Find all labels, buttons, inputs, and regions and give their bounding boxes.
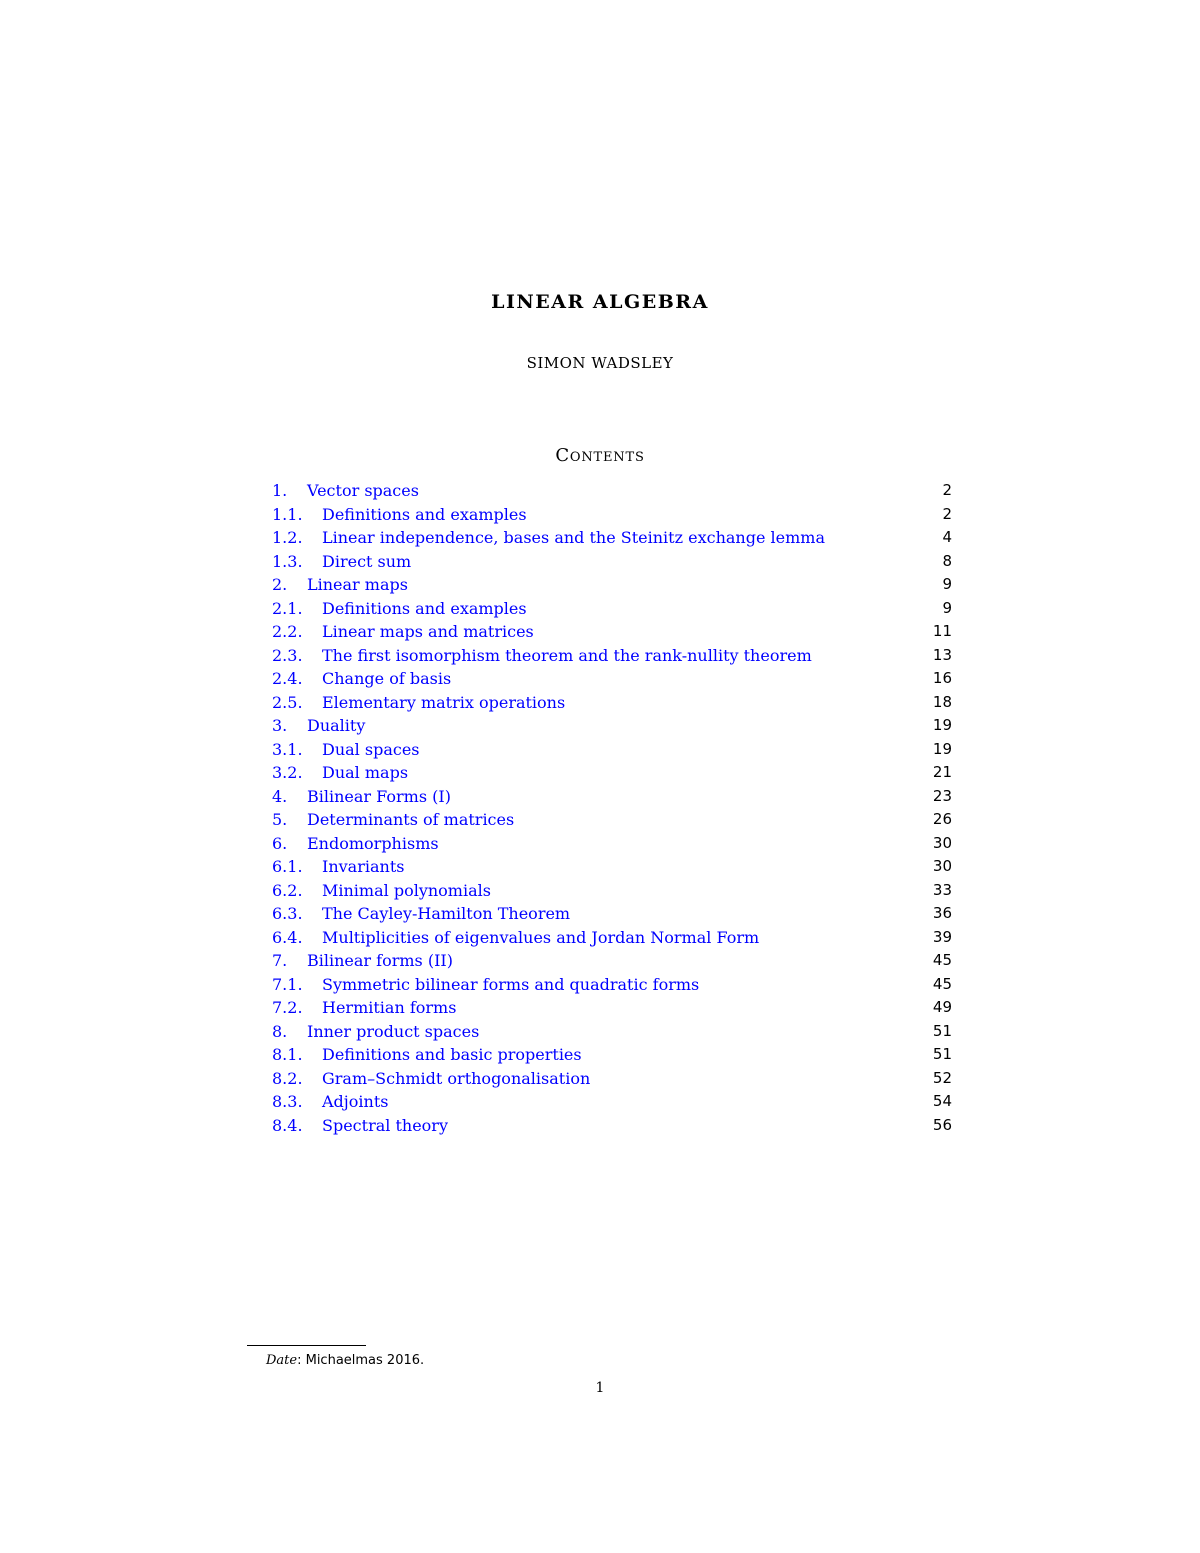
toc-entry-number[interactable]: 1.2. xyxy=(272,528,303,547)
toc-entry-number[interactable]: 1.3. xyxy=(272,551,303,571)
toc-entry[interactable] xyxy=(272,550,952,574)
toc-entry-link[interactable]: Definitions and examples xyxy=(322,504,527,524)
toc-entry-link[interactable]: Invariants xyxy=(322,857,405,876)
toc-entry-page: 51 xyxy=(932,1045,952,1063)
footnote xyxy=(266,1353,424,1368)
toc-entry-link[interactable]: Hermitian forms xyxy=(322,998,457,1017)
toc-entry-link[interactable]: Dual maps xyxy=(322,763,409,782)
toc-entry-number[interactable]: 6.3. xyxy=(272,904,303,923)
toc-entry[interactable] xyxy=(272,644,952,668)
toc-entry[interactable] xyxy=(272,714,952,738)
toc-entry-link[interactable]: Duality xyxy=(307,716,366,735)
toc-entry[interactable] xyxy=(272,996,952,1020)
toc-entry-link[interactable]: Inner product spaces xyxy=(307,1021,480,1041)
toc-entry-page: 30 xyxy=(932,857,952,875)
toc-entry-page: 54 xyxy=(932,1092,952,1110)
toc-entry-link[interactable]: Linear independence, bases and the Steinitz exchange lemma xyxy=(322,528,825,547)
toc-entry-link[interactable]: Determinants of matrices xyxy=(307,810,515,829)
page-number: 1 xyxy=(595,1380,605,1396)
toc-entry-number[interactable]: 6.4. xyxy=(272,927,303,947)
toc-entry-page: 2 xyxy=(942,504,952,523)
toc-entry-number[interactable]: 6. xyxy=(272,833,288,853)
toc-entry-number[interactable]: 6.1. xyxy=(272,857,303,876)
toc-entry-page: 11 xyxy=(932,622,952,640)
toc-entry-page: 13 xyxy=(932,645,952,664)
toc-entry-link[interactable]: Bilinear Forms (I) xyxy=(307,786,451,806)
toc-entry[interactable] xyxy=(272,1114,952,1138)
toc-entry-number[interactable]: 8.3. xyxy=(272,1092,303,1111)
toc-entry-number[interactable]: 6.2. xyxy=(272,880,303,900)
footnote-rule xyxy=(247,1345,366,1346)
toc-entry-number[interactable]: 7.2. xyxy=(272,998,303,1017)
toc-entry-link[interactable]: Symmetric bilinear forms and quadratic forms xyxy=(322,974,700,994)
toc-entry-number[interactable]: 3.1. xyxy=(272,739,303,759)
toc-entry-number[interactable]: 8.2. xyxy=(272,1068,303,1088)
toc-entry[interactable] xyxy=(272,526,952,550)
toc-entry-link[interactable]: Spectral theory xyxy=(322,1115,448,1135)
toc-entry-number[interactable]: 4. xyxy=(272,786,288,806)
footnote-label: Date xyxy=(266,1353,298,1368)
toc-entry-link[interactable]: Vector spaces xyxy=(307,481,419,500)
toc-entry-page: 49 xyxy=(932,998,952,1016)
toc-entry[interactable] xyxy=(272,855,952,879)
table-of-contents xyxy=(272,479,952,1137)
toc-entry[interactable] xyxy=(272,503,952,527)
toc-entry[interactable] xyxy=(272,808,952,832)
toc-entry-number[interactable]: 2.1. xyxy=(272,598,303,618)
document-title: LINEAR ALGEBRA xyxy=(491,291,709,313)
toc-entry-page: 39 xyxy=(932,927,952,946)
toc-entry[interactable] xyxy=(272,1043,952,1067)
toc-entry[interactable] xyxy=(272,761,952,785)
toc-entry-page: 21 xyxy=(932,763,952,781)
toc-entry-page: 45 xyxy=(932,951,952,969)
toc-entry-page: 19 xyxy=(932,739,952,758)
toc-entry-number[interactable]: 8.4. xyxy=(272,1115,303,1135)
toc-entry[interactable] xyxy=(272,691,952,715)
toc-entry-page: 51 xyxy=(932,1021,952,1040)
toc-entry-link[interactable]: Adjoints xyxy=(322,1092,389,1111)
toc-entry[interactable] xyxy=(272,620,952,644)
toc-entry-link[interactable]: Linear maps xyxy=(307,575,408,594)
toc-entry-number[interactable]: 8. xyxy=(272,1021,288,1041)
contents-heading: Contents xyxy=(555,445,645,466)
toc-entry[interactable] xyxy=(272,1090,952,1114)
toc-entry-link[interactable]: Definitions and examples xyxy=(322,598,527,618)
toc-entry-page: 56 xyxy=(932,1115,952,1134)
toc-entry[interactable] xyxy=(272,926,952,950)
toc-entry-page: 18 xyxy=(932,692,952,711)
toc-entry-number[interactable]: 2.2. xyxy=(272,622,303,641)
toc-entry-link[interactable]: Endomorphisms xyxy=(307,833,439,853)
toc-entry-page: 26 xyxy=(932,810,952,828)
toc-entry[interactable] xyxy=(272,479,952,503)
toc-entry-page: 45 xyxy=(932,974,952,993)
toc-entry[interactable] xyxy=(272,973,952,997)
toc-entry-page: 9 xyxy=(942,598,952,617)
toc-entry-number[interactable]: 1.1. xyxy=(272,504,303,524)
toc-entry-number[interactable]: 3.2. xyxy=(272,763,303,782)
toc-entry[interactable] xyxy=(272,785,952,809)
toc-entry-number[interactable]: 7.1. xyxy=(272,974,303,994)
toc-entry[interactable] xyxy=(272,832,952,856)
toc-entry-page: 2 xyxy=(942,481,952,499)
toc-entry[interactable] xyxy=(272,738,952,762)
toc-entry[interactable] xyxy=(272,573,952,597)
toc-entry-link[interactable]: Elementary matrix operations xyxy=(322,692,566,712)
toc-entry-link[interactable]: Bilinear forms (II) xyxy=(307,951,453,970)
toc-entry-link[interactable]: Multiplicities of eigenvalues and Jordan Normal Form xyxy=(322,927,760,947)
toc-entry-page: 52 xyxy=(932,1068,952,1087)
toc-entry[interactable] xyxy=(272,1067,952,1091)
toc-entry-page: 36 xyxy=(932,904,952,922)
toc-entry-number[interactable]: 8.1. xyxy=(272,1045,303,1064)
toc-entry-number[interactable]: 5. xyxy=(272,810,288,829)
toc-entry-page: 19 xyxy=(932,716,952,734)
document-author: SIMON WADSLEY xyxy=(526,354,674,372)
toc-entry-number[interactable]: 3. xyxy=(272,716,288,735)
toc-entry-number[interactable]: 2. xyxy=(272,575,288,594)
toc-entry[interactable] xyxy=(272,879,952,903)
toc-entry-link[interactable]: Direct sum xyxy=(322,551,412,571)
toc-entry-page: 16 xyxy=(932,669,952,687)
toc-entry[interactable] xyxy=(272,902,952,926)
toc-entry-number[interactable]: 7. xyxy=(272,951,288,970)
toc-entry[interactable] xyxy=(272,667,952,691)
toc-entry-link[interactable]: Definitions and basic properties xyxy=(322,1045,582,1064)
toc-entry-link[interactable]: Change of basis xyxy=(322,669,452,688)
toc-entry-page: 30 xyxy=(932,833,952,852)
toc-entry[interactable] xyxy=(272,1020,952,1044)
toc-entry-page: 4 xyxy=(942,528,952,546)
toc-entry-link[interactable]: Minimal polynomials xyxy=(322,880,491,900)
toc-entry[interactable] xyxy=(272,949,952,973)
toc-entry-number[interactable]: 2.4. xyxy=(272,669,303,688)
toc-entry-link[interactable]: The first isomorphism theorem and the rank-nullity theorem xyxy=(322,645,812,665)
toc-entry-number[interactable]: 1. xyxy=(272,481,288,500)
toc-entry-link[interactable]: Dual spaces xyxy=(322,739,420,759)
footnote-text: : Michaelmas 2016. xyxy=(297,1353,425,1368)
toc-entry-page: 8 xyxy=(942,551,952,570)
toc-entry-page: 9 xyxy=(942,575,952,593)
toc-entry-page: 23 xyxy=(932,786,952,805)
toc-entry-number[interactable]: 2.3. xyxy=(272,645,303,665)
toc-entry-link[interactable]: Linear maps and matrices xyxy=(322,622,534,641)
toc-entry[interactable] xyxy=(272,597,952,621)
toc-entry-page: 33 xyxy=(932,880,952,899)
toc-entry-number[interactable]: 2.5. xyxy=(272,692,303,712)
toc-entry-link[interactable]: The Cayley-Hamilton Theorem xyxy=(322,904,571,923)
toc-entry-link[interactable]: Gram–Schmidt orthogonalisation xyxy=(322,1068,591,1088)
